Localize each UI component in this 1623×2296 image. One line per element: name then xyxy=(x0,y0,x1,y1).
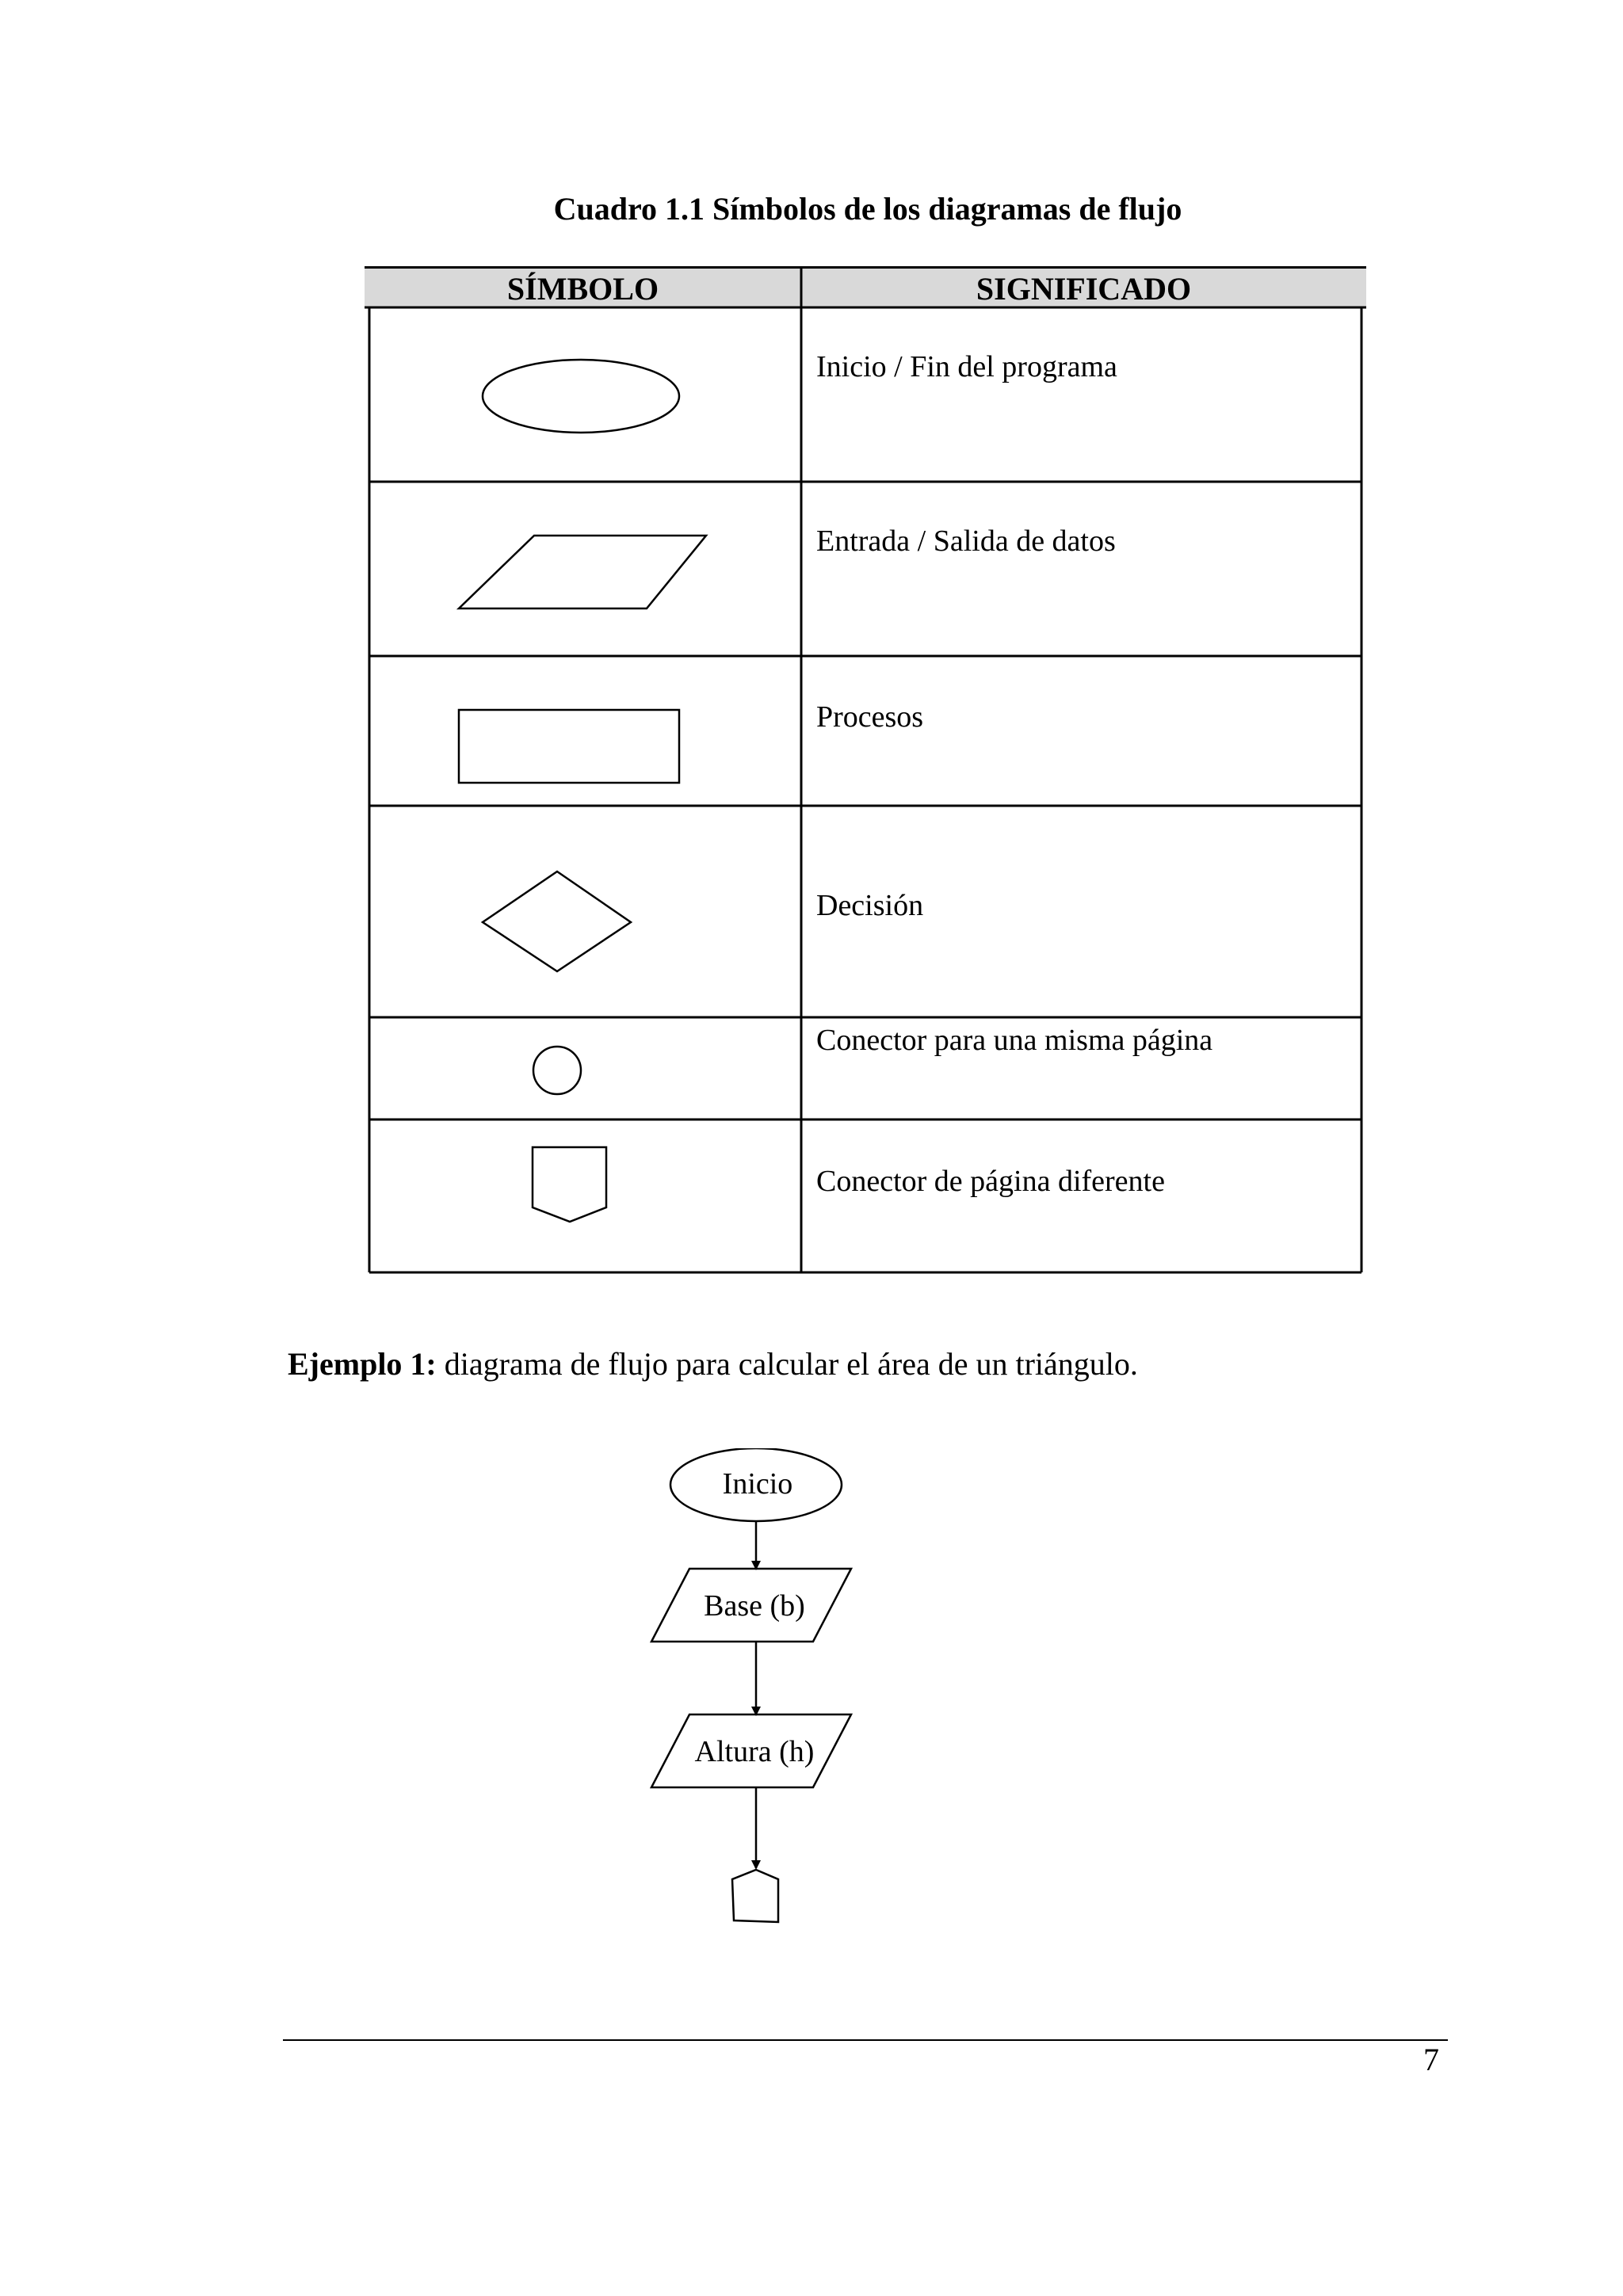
meaning-same-page-connector: Conector para una misma página xyxy=(816,1024,1213,1057)
flow-input-height-label: Altura (h) xyxy=(694,1735,815,1768)
example-label: Ejemplo 1: xyxy=(288,1346,437,1382)
meaning-start-end: Inicio / Fin del programa xyxy=(816,350,1117,383)
rectangle-symbol xyxy=(459,710,679,783)
meaning-process: Procesos xyxy=(816,700,924,734)
flow-offpage-connector xyxy=(732,1870,778,1922)
circle-connector-symbol xyxy=(533,1047,581,1094)
example-flowchart xyxy=(650,1448,856,1932)
header-meaning: SIGNIFICADO xyxy=(976,271,1192,307)
flow-start-label: Inicio xyxy=(722,1467,793,1501)
example-text: diagrama de flujo para calcular el área de un triángulo. xyxy=(436,1346,1138,1382)
offpage-connector-symbol xyxy=(533,1147,606,1222)
diamond-symbol xyxy=(483,871,631,971)
flowchart-shapes xyxy=(650,1448,856,1932)
table-grid xyxy=(365,266,1366,1274)
footer-rule xyxy=(283,2039,1448,2041)
example-caption xyxy=(288,1345,1138,1383)
meaning-decision: Decisión xyxy=(816,889,924,922)
ellipse-symbol xyxy=(483,360,679,433)
meaning-offpage-connector: Conector de página diferente xyxy=(816,1165,1165,1198)
page-number: 7 xyxy=(1423,2042,1439,2077)
header-symbol: SÍMBOLO xyxy=(506,271,659,307)
symbols-table xyxy=(365,266,1366,1274)
table-title: Cuadro 1.1 Símbolos de los diagramas de flujo xyxy=(553,191,1182,227)
flow-input-base-label: Base (b) xyxy=(704,1589,805,1623)
meaning-input-output: Entrada / Salida de datos xyxy=(816,524,1116,558)
parallelogram-symbol xyxy=(459,536,706,608)
